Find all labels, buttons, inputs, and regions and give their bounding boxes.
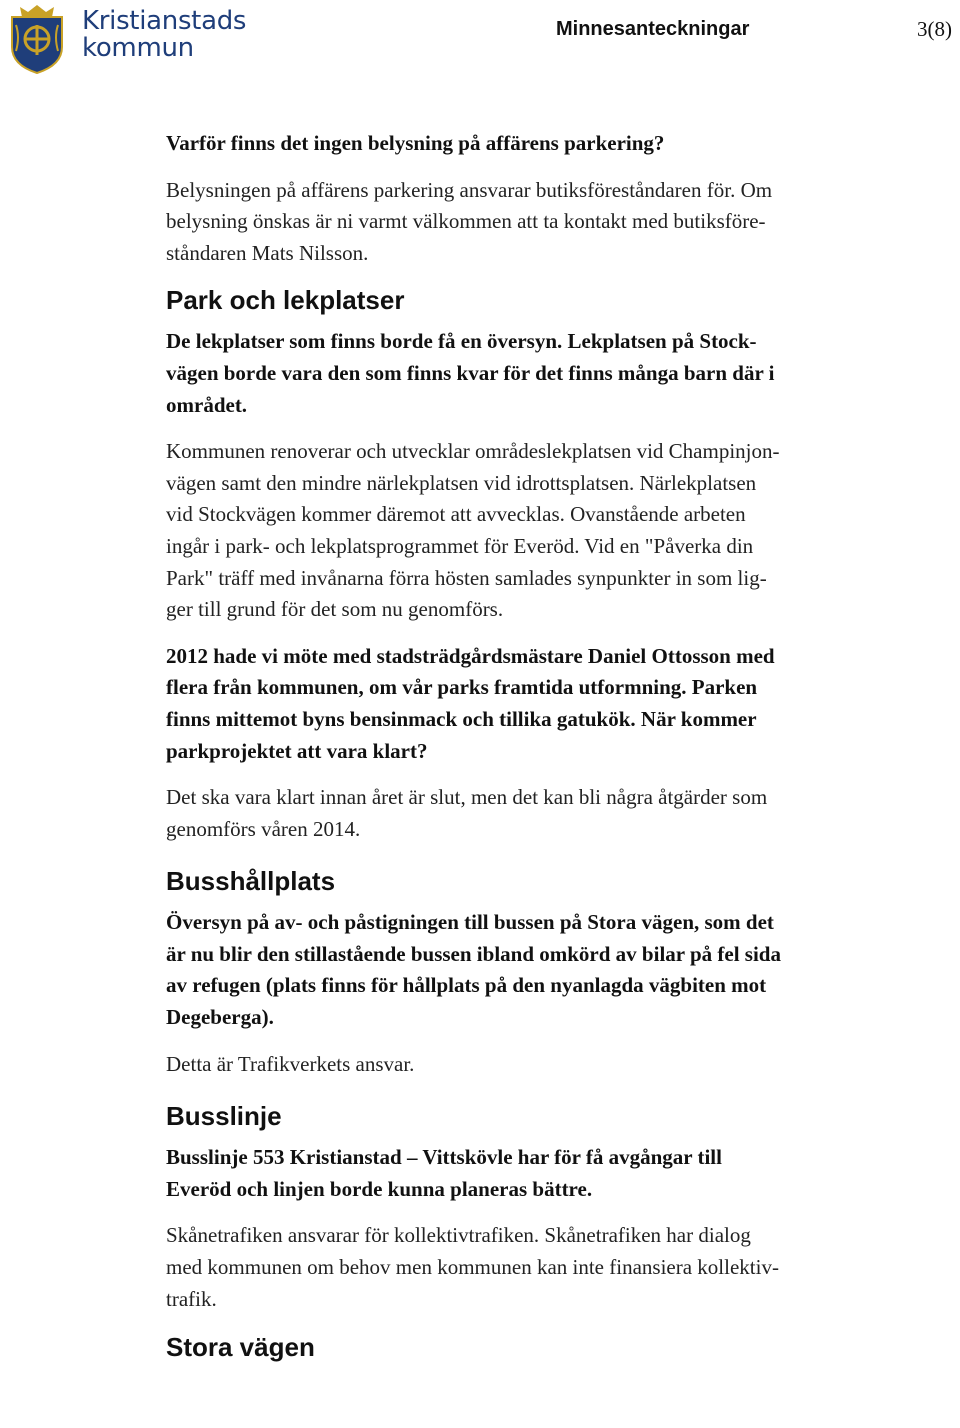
document-type: Minnesanteckningar: [556, 18, 750, 40]
page-header: [0, 0, 960, 80]
text-line: ingår i park- och lekplatsprogrammet för Everöd. Vid en "Påverka din: [166, 533, 754, 558]
page-number: 3(8): [917, 17, 952, 41]
text-line: finns mittemot byns bensinmack och tillika gatukök. När kommer: [166, 706, 757, 731]
bus-line-answer: [166, 1220, 866, 1315]
text-line: parkprojektet att vara klart?: [166, 738, 428, 763]
text-line: Busslinje 553 Kristianstad – Vittskövle har för få avgångar till: [166, 1145, 722, 1170]
text-line: med kommunen om behov men kommunen kan inte finansiera kollektiv-: [166, 1255, 779, 1280]
text-line: vägen borde vara den som finns kvar för det finns många barn där i: [166, 360, 775, 385]
text-line: vid Stockvägen kommer däremot att avvecklas. Ovanstående arbeten: [166, 502, 746, 527]
text-line: Översyn på av- och påstigningen till bussen på Stora vägen, som det: [166, 910, 774, 935]
text-line: Detta är Trafikverkets ansvar.: [166, 1051, 415, 1076]
bus-line-question: [166, 1142, 866, 1205]
text-line: trafik.: [166, 1286, 217, 1311]
park-question-1: [166, 326, 866, 421]
text-line: ståndaren Mats Nilsson.: [166, 240, 369, 265]
text-line: Kommunen renoverar och utvecklar områdeslekplatsen vid Champinjon-: [166, 439, 780, 464]
org-name-line-1: Kristianstads: [82, 6, 247, 36]
text-line: området.: [166, 392, 248, 417]
park-answer-1: [166, 436, 866, 626]
park-question-2: [166, 641, 866, 767]
text-line: av refugen (plats finns för hållplats på den nyanlagda vägbiten mot: [166, 973, 767, 998]
text-line: flera från kommunen, om vår parks framtida utformning. Parken: [166, 675, 758, 700]
text-line: vägen samt den mindre närlekplatsen vid idrottsplatsen. Närlekplatsen: [166, 470, 757, 495]
bus-stop-question: [166, 907, 866, 1033]
org-name-line-2: kommun: [82, 33, 194, 63]
intro-question: [166, 128, 866, 160]
text-line: 2012 hade vi möte med stadsträdgårdsmästare Daniel Ottosson med: [166, 643, 775, 668]
document-body: [166, 128, 866, 1373]
text-line: ger till grund för det som nu genomförs.: [166, 597, 504, 622]
text-line: De lekplatser som finns borde få en översyn. Lekplatsen på Stock-: [166, 329, 757, 354]
section-heading-busslinje: Busslinje: [166, 1101, 282, 1132]
coat-of-arms-icon: [6, 3, 68, 75]
text-line: är nu blir den stillastående bussen ibland omkörd av bilar på fel sida: [166, 941, 781, 966]
section-heading-stora-vagen: Stora vägen: [166, 1332, 315, 1363]
text-line: belysning önskas är ni varmt välkommen att ta kontakt med butiksföre-: [166, 209, 766, 234]
park-answer-2: [166, 782, 866, 845]
text-line: Belysningen på affärens parkering ansvarar butiksföreståndaren för. Om: [166, 177, 773, 202]
section-heading-park: Park och lekplatser: [166, 285, 405, 316]
text-line: Everöd och linjen borde kunna planeras bättre.: [166, 1176, 593, 1201]
bus-stop-answer: [166, 1049, 866, 1081]
intro-answer: [166, 175, 866, 270]
text-line: Park" träff med invånarna förra hösten samlades synpunkter in som lig-: [166, 565, 767, 590]
text-line: Skånetrafiken ansvarar för kollektivtrafiken. Skånetrafiken har dialog: [166, 1223, 751, 1248]
text-line: Det ska vara klart innan året är slut, men det kan bli några åtgärder som: [166, 785, 768, 810]
text-line: Varför finns det ingen belysning på affärens parkering?: [166, 131, 665, 155]
organization-name: [82, 8, 246, 62]
text-line: Degeberga).: [166, 1005, 274, 1030]
section-heading-busshallplats: Busshållplats: [166, 866, 336, 897]
text-line: genomförs våren 2014.: [166, 816, 361, 841]
